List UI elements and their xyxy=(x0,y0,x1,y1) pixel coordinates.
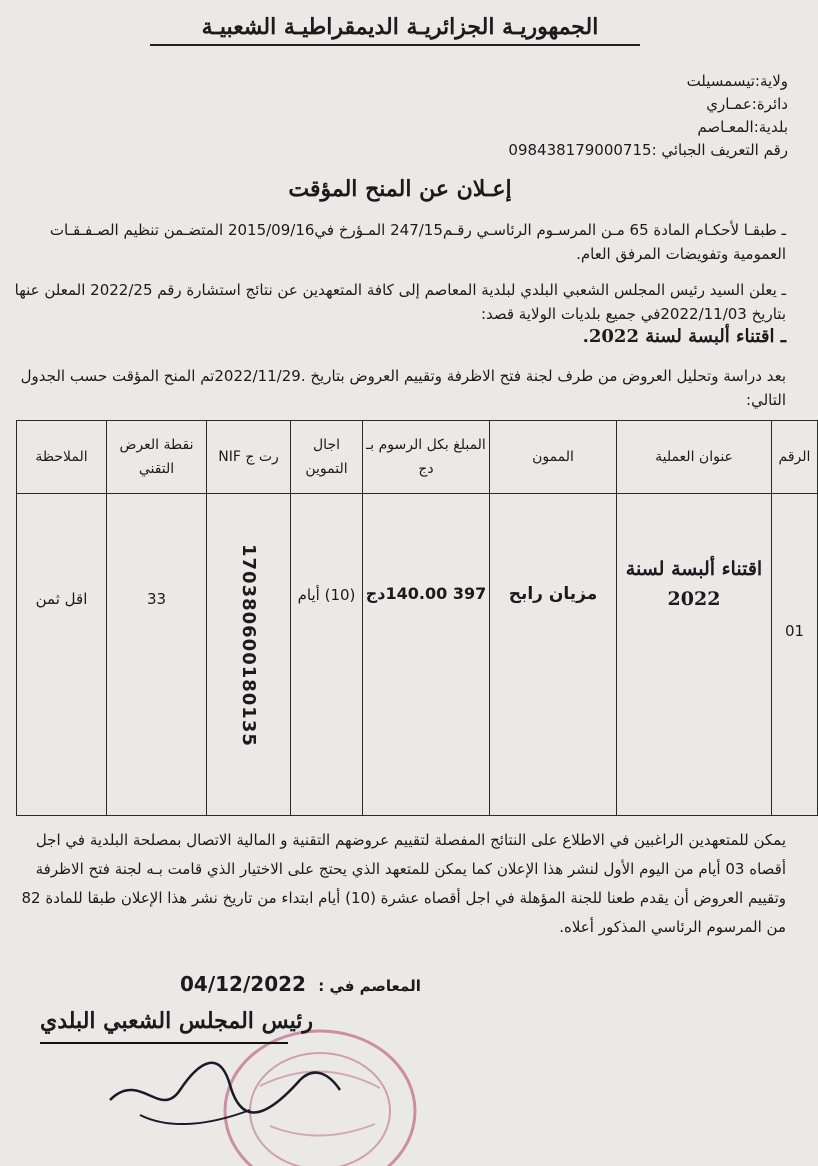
wilaya-line: ولاية:تيسمسيلت xyxy=(686,72,788,90)
header-supplier: الممون xyxy=(490,421,617,494)
header-remark: الملاحظة xyxy=(17,421,107,494)
signatory-title: رئيس المجلس الشعبي البلدي xyxy=(40,1008,314,1034)
award-table xyxy=(16,420,818,816)
signing-date-label: المعاصم في : xyxy=(318,977,421,995)
cell-period: (10) أيام xyxy=(291,494,363,816)
cell-operation: اقتناء ألبسة لسنة 2022 xyxy=(617,494,772,816)
cell-remark: اقل ثمن xyxy=(17,494,107,816)
legal-basis-paragraph: ـ طبقـا لأحكـام المادة 65 مـن المرسـوم الرئاسـي رقـم247/15 المـؤرخ في2015/09/16 المتضـمن تنظيم الصـفـقـات العمومية وتفويضات المرفق العام. xyxy=(49,221,786,263)
signing-date-value: 04/12/2022 xyxy=(180,972,306,996)
signing-date xyxy=(180,972,421,996)
table-row xyxy=(17,494,818,816)
header-operation: عنوان العملية xyxy=(617,421,772,494)
nif-value: 170380600180135 xyxy=(238,544,259,747)
cell-supplier: مزيان رابح xyxy=(490,494,617,816)
cell-nif xyxy=(207,494,291,816)
republic-underline xyxy=(150,44,640,46)
cell-score: 33 xyxy=(107,494,207,816)
handwritten-signature xyxy=(100,1030,350,1140)
header-nif: رت ج NIF xyxy=(207,421,291,494)
subject-line: ـ اقتناء ألبسة لسنة 2022. xyxy=(582,326,786,347)
table-header-row xyxy=(17,421,818,494)
cell-amount: 397 140.00دج xyxy=(363,494,490,816)
evaluation-paragraph: بعد دراسة وتحليل العروض من طرف لجنة فتح الاظرفة وتقييم العروض بتاريخ .2022/11/29تم المنح المؤقت حسب الجدول التالي: xyxy=(20,367,786,409)
tax-id-line: رقم التعريف الجبائي :098438179000715 xyxy=(508,141,788,159)
header-period: اجال التموين xyxy=(291,421,363,494)
cell-number: 01 xyxy=(772,494,818,816)
commune-line: بلدية:المعـاصم xyxy=(697,118,788,136)
header-amount: المبلغ بكل الرسوم بـ دج xyxy=(363,421,490,494)
header-number: الرقم xyxy=(772,421,818,494)
header-score: نقطة العرض التقني xyxy=(107,421,207,494)
appeal-paragraph: يمكن للمتعهدين الراغبين في الاطلاع على النتائج المفصلة لتقييم عروضهم التقنية و المالية الاتصال بمصلحة البلدية في اجل أقصاه 03 أيام من اليوم الأول لنشر هذا الإعلان كما يمكن للمتعهد الذي يحتج على الاختيار الذي قامت بـه لجنة فتح الاظرفة وتقييم العروض أن يقدم طعنا للجنة المؤهلة في اجل أقصاه عشرة (10) أيام ابتداء من تاريخ نشر هذا الإعلان طبقا للمادة 82 من المرسوم الرئاسي المذكور أعلاه. xyxy=(21,831,786,936)
daira-line: دائرة:عمـاري xyxy=(706,95,788,113)
administration-block xyxy=(508,70,788,162)
notice-title: إعـلان عن المنح المؤقت xyxy=(288,176,512,202)
republic-heading: الجمهوريـة الجزائريـة الديمقراطيـة الشعبيـة xyxy=(201,14,599,40)
announcement-paragraph: ـ يعلن السيد رئيس المجلس الشعبي البلدي لبلدية المعاصم إلى كافة المتعهدين عن نتائج استشارة رقم 2022/25 المعلن عنها بتاريخ 2022/11/03في جميع بلديات الولاية قصد: xyxy=(14,281,786,323)
